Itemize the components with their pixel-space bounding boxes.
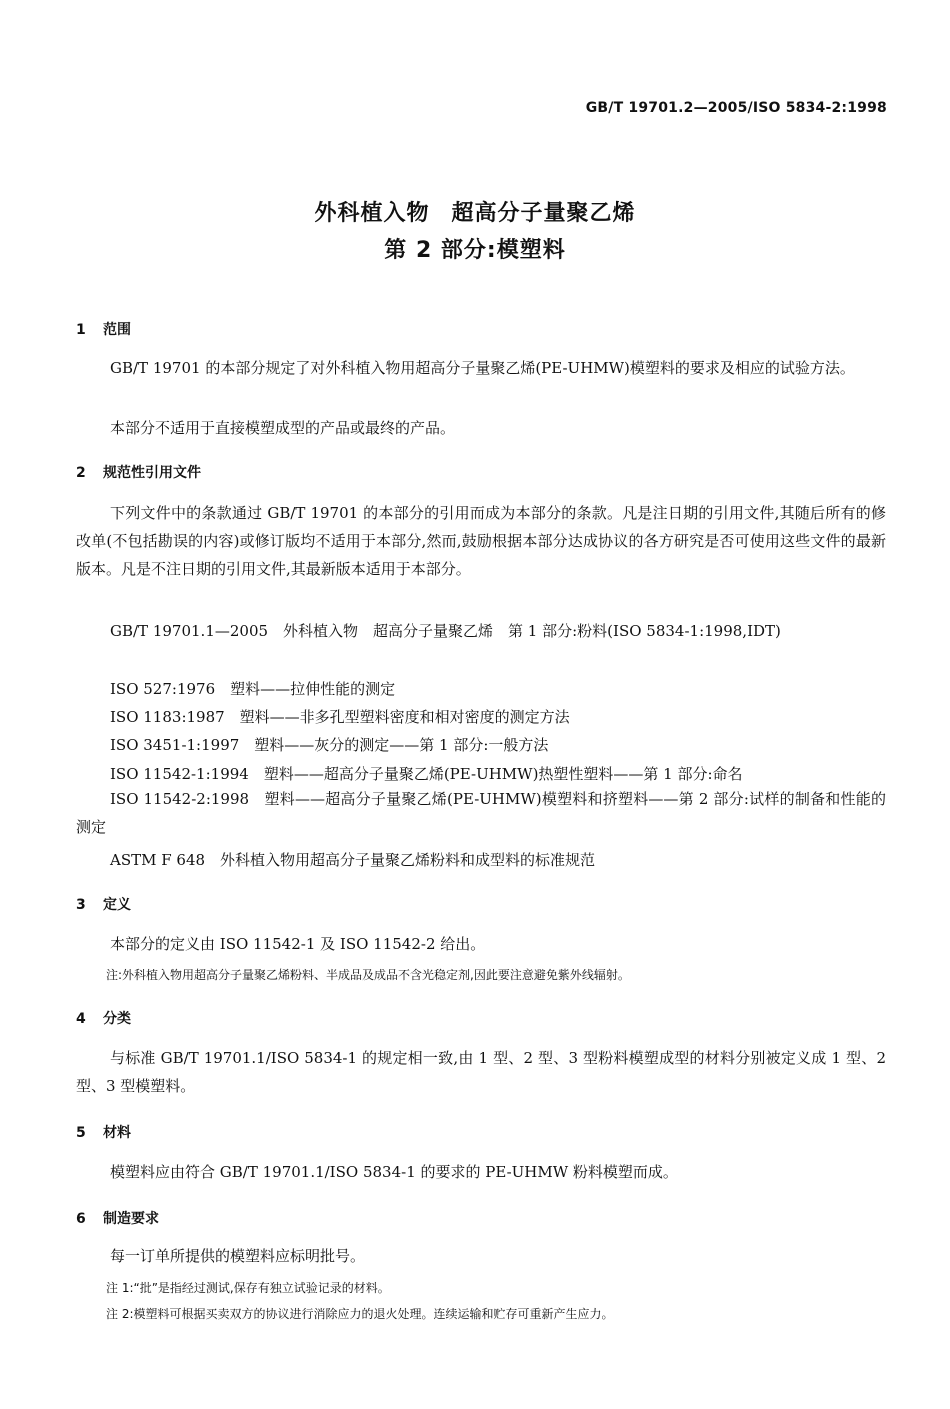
note: 注 1:“批”是指经过测试,保存有独立试验记录的材料。 — [106, 1281, 390, 1295]
title-part-b: 超高分子量聚乙烯 — [451, 201, 636, 226]
reference-item: ASTM F 648 外科植入物用超高分子量聚乙烯粉料和成型料的标准规范 — [110, 851, 596, 869]
title-part-a: 外科植入物 — [314, 201, 430, 226]
section-number: 5 — [76, 1125, 86, 1141]
section-number: 3 — [76, 897, 86, 913]
document-title-line2: 第 2 部分:模塑料 — [384, 238, 566, 263]
reference-item: ISO 11542-1:1994 塑料——超高分子量聚乙烯(PE-UHMW)热塑性塑料——第 1 部分:命名 — [110, 765, 743, 783]
section-heading-2 — [76, 462, 201, 482]
section-heading-6 — [76, 1208, 159, 1228]
section-number: 6 — [76, 1211, 86, 1227]
paragraph: 下列文件中的条款通过 GB/T 19701 的本部分的引用而成为本部分的条款。凡是注日期的引用文件,其随后所有的修改单(不包括勘误的内容)或修订版均不适用于本部分,然而,鼓励根据本部分达成协议的各方研究是否可使用这些文件的最新版本。凡是不注日期的引用文件,其最新版本适用于本部分。 — [76, 504, 886, 578]
reference-item: ISO 3451-1:1997 塑料——灰分的测定——第 1 部分:一般方法 — [110, 736, 549, 754]
section-heading-4 — [76, 1008, 131, 1028]
standard-number: GB/T 19701.2—2005/ISO 5834-2:1998 — [585, 100, 887, 116]
section-heading-5 — [76, 1122, 131, 1142]
paragraph: 与标准 GB/T 19701.1/ISO 5834-1 的规定相一致,由 1 型、2 型、3 型粉料模塑成型的材料分别被定义成 1 型、2 型、3 型模塑料。 — [76, 1049, 886, 1095]
reference-item: ISO 1183:1987 塑料——非多孔型塑料密度和相对密度的测定方法 — [110, 708, 570, 726]
paragraph: 本部分的定义由 ISO 11542-1 及 ISO 11542-2 给出。 — [110, 935, 486, 953]
paragraph: GB/T 19701 的本部分规定了对外科植入物用超高分子量聚乙烯(PE-UHMW)模塑料的要求及相应的试验方法。 — [110, 359, 855, 377]
document-title-line1 — [0, 196, 950, 227]
section-number: 4 — [76, 1011, 86, 1027]
section-title: 材料 — [103, 1125, 131, 1141]
reference-item: ISO 11542-2:1998 塑料——超高分子量聚乙烯(PE-UHMW)模塑料和挤塑料——第 2 部分:试样的制备和性能的测定 — [76, 790, 886, 836]
note: 注 2:模塑料可根据买卖双方的协议进行消除应力的退火处理。连续运输和贮存可重新产生应力。 — [106, 1307, 614, 1321]
paragraph: 本部分不适用于直接模塑成型的产品或最终的产品。 — [110, 419, 456, 437]
section-title: 定义 — [103, 897, 131, 913]
section-title: 范围 — [103, 322, 131, 338]
note: 注:外科植入物用超高分子量聚乙烯粉料、半成品及成品不含光稳定剂,因此要注意避免紫外线辐射。 — [106, 968, 630, 982]
section-title: 规范性引用文件 — [103, 465, 201, 481]
section-number: 1 — [76, 322, 86, 338]
reference-item: ISO 527:1976 塑料——拉伸性能的测定 — [110, 680, 396, 698]
section-title: 制造要求 — [103, 1211, 159, 1227]
paragraph: 每一订单所提供的模塑料应标明批号。 — [110, 1247, 366, 1265]
paragraph: 模塑料应由符合 GB/T 19701.1/ISO 5834-1 的要求的 PE-UHMW 粉料模塑而成。 — [110, 1163, 678, 1181]
reference-item: GB/T 19701.1—2005 外科植入物 超高分子量聚乙烯 第 1 部分:粉料(ISO 5834-1:1998,IDT) — [110, 622, 781, 640]
section-title: 分类 — [103, 1011, 131, 1027]
section-heading-1 — [76, 319, 131, 339]
section-heading-3 — [76, 894, 131, 914]
section-number: 2 — [76, 465, 86, 481]
